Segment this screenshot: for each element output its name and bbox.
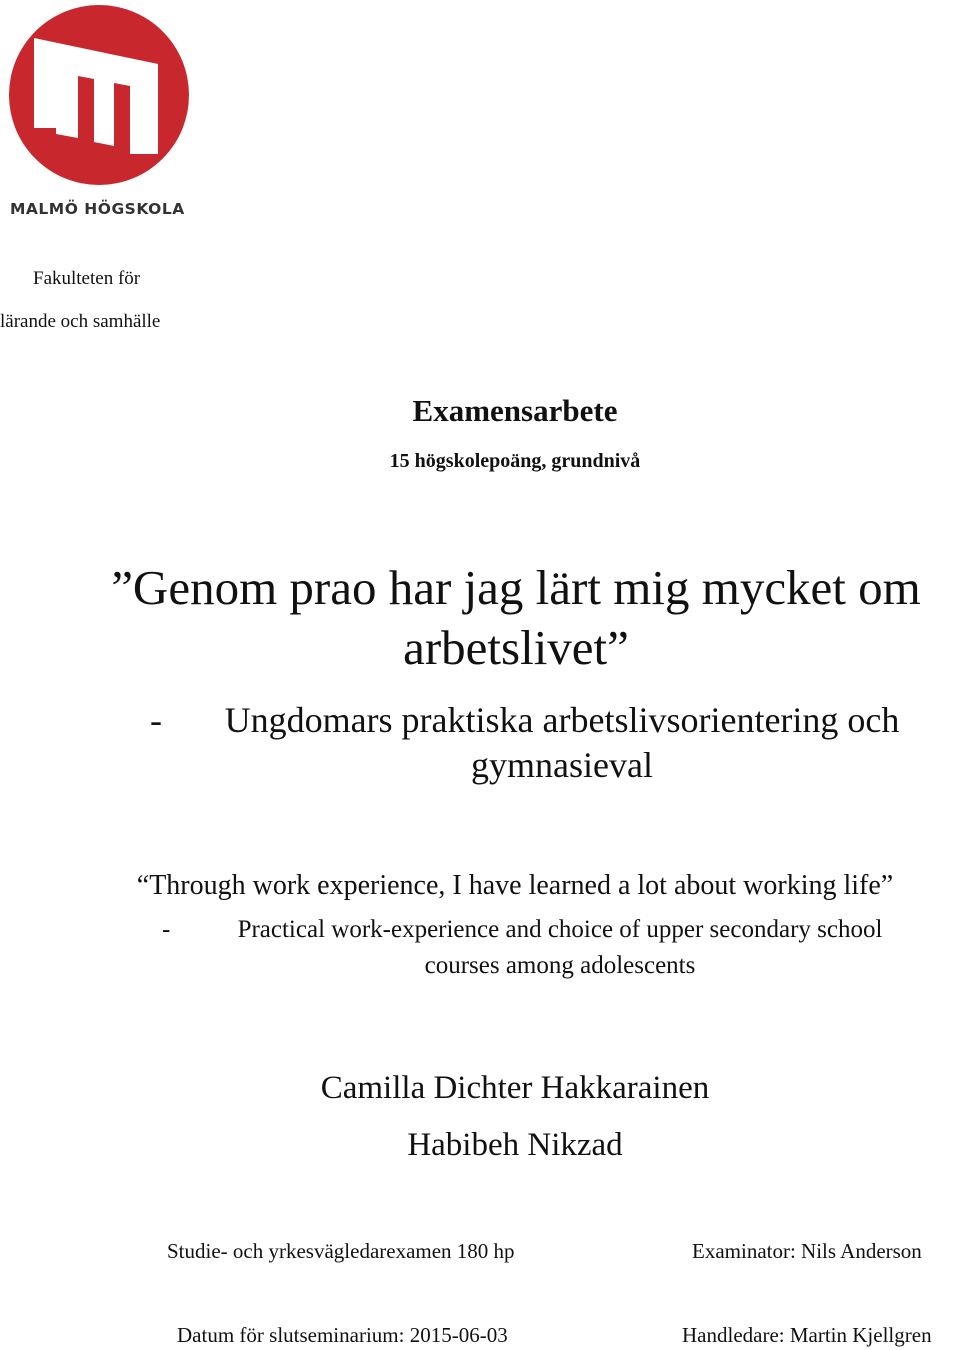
swedish-subtitle xyxy=(150,698,940,788)
seminar-date: Datum för slutseminarium: 2015-06-03 xyxy=(177,1323,508,1347)
exam-title: Examensarbete xyxy=(412,393,618,428)
faculty-line-2: lärande och samhälle xyxy=(0,311,161,332)
exam-credits: 15 högskolepoäng, grundnivå xyxy=(389,450,641,472)
degree-program: Studie- och yrkesvägledarexamen 180 hp xyxy=(167,1239,515,1263)
swedish-subtitle-text: Ungdomars praktiska arbetslivsorientering och gymnasieval xyxy=(224,700,900,785)
faculty-line-1: Fakulteten för xyxy=(33,268,141,289)
english-subtitle xyxy=(162,912,922,984)
subtitle-dash: - xyxy=(162,916,171,943)
subtitle-dash: - xyxy=(150,700,162,740)
logo-emblem-icon xyxy=(8,4,190,189)
author-name: Camilla Dichter Hakkarainen xyxy=(320,1070,710,1106)
supervisor: Handledare: Martin Kjellgren xyxy=(682,1323,932,1347)
faculty-name xyxy=(0,257,200,343)
english-subtitle-text: Practical work-experience and choice of upper secondary school courses among adolescents xyxy=(237,916,883,979)
author-name: Habibeh Nikzad xyxy=(407,1127,623,1163)
english-title: “Through work experience, I have learned a lot about working life” xyxy=(136,870,894,901)
logo-wordmark: MALMÖ HÖGSKOLA xyxy=(10,200,185,218)
examiner: Examinator: Nils Anderson xyxy=(692,1239,922,1263)
swedish-title: ”Genom prao har jag lärt mig mycket om arbetslivet” xyxy=(111,560,921,675)
university-logo xyxy=(8,4,190,218)
